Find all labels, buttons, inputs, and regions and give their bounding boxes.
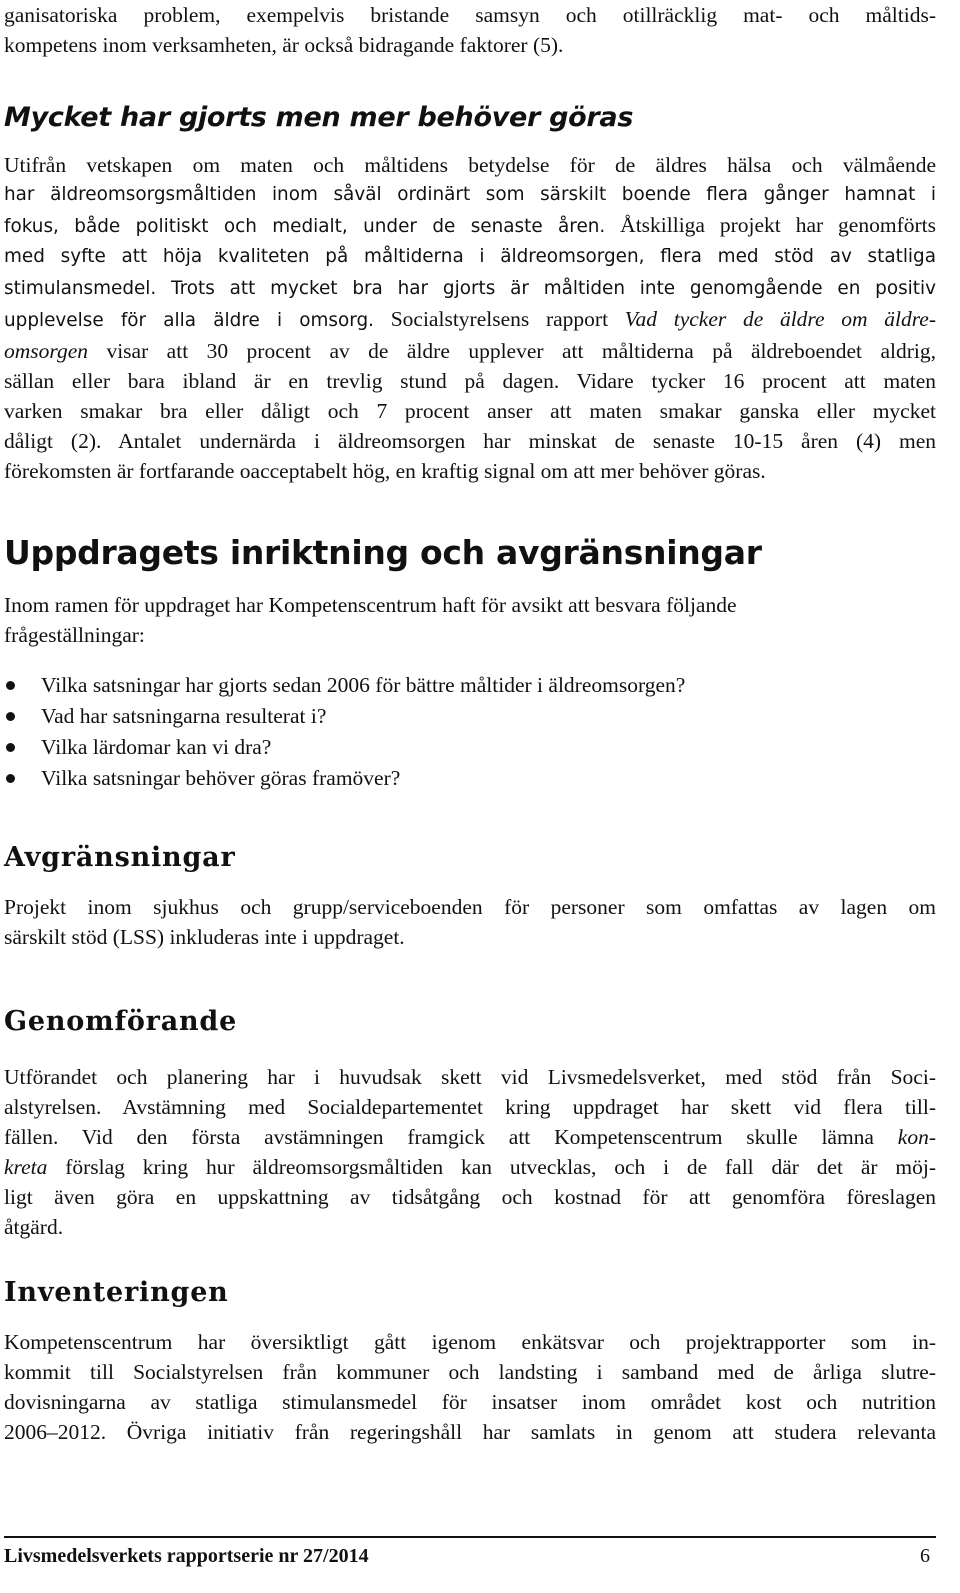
text-segment: upplevelse för alla äldre i omsorg. [4,310,374,331]
text-line: särskilt stöd (LSS) inkluderas inte i uppdraget. [4,925,405,949]
text-line: alstyrelsen. Avstämning med Socialdepartementet kring uppdraget har skett vid flera till- [4,1095,936,1119]
report-title-italic: Vad tycker de äldre om äldre- [624,307,936,331]
report-title-italic: omsorgen [4,339,89,363]
text-line: kompetens inom verksamheten, är också bidragande faktorer (5). [4,33,564,57]
question-list [4,670,685,794]
footer-series-title: Livsmedelsverkets rapportserie nr 27/2014 [4,1545,369,1567]
footer-divider [4,1536,936,1538]
text-segment: stimulansmedel. [4,278,157,299]
text-segment: förslag kring hur äldreomsorgsmåltiden kan utvecklas, och i de fall där det är möj- [47,1155,936,1179]
emphasis-italic: kon- [897,1125,936,1149]
text-line [4,304,936,336]
text-line: ligt även göra en uppskattning av tidsåtgång och kostnad för att genomföra föreslagen [4,1185,936,1209]
text-line [4,210,936,242]
text-line: Kompetenscentrum har översiktligt gått igenom enkätsvar och projektrapporter som in- [4,1330,936,1354]
list-item [4,763,685,794]
text-line: förekomsten är fortfarande oacceptabelt hög, en kraftig signal om att mer behöver göras. [4,459,766,483]
list-item-text: Vilka satsningar behöver göras framöver? [41,766,401,790]
page-number: 6 [920,1545,930,1567]
section3-paragraph [4,892,936,952]
section-heading-inventeringen: Inventeringen [4,1277,229,1308]
text-line: Utförandet och planering har i huvudsak skett vid Livsmedelsverket, med stöd från Soci- [4,1065,936,1089]
bullet-icon [6,743,15,752]
text-line: Utifrån vetskapen om maten och måltidens betydelse för de äldres hälsa och välmående [4,153,936,177]
section4-paragraph [4,1062,936,1242]
text-segment: visar att 30 procent av de äldre upplever att måltiderna på äldreboendet aldrig, [88,339,936,363]
bullet-icon [6,681,15,690]
text-line [4,1152,936,1182]
text-line: Inom ramen för uppdraget har Kompetenscentrum haft för avsikt att besvara följande [4,593,737,617]
list-item [4,701,685,732]
text-segment: fokus, både politiskt och medialt, under de senaste åren. [4,216,606,237]
section2-paragraph [4,590,936,650]
list-item [4,670,685,701]
text-segment: Åtskilliga projekt har genomförts [605,213,936,237]
text-line: har äldreomsorgsmåltiden inom såväl ordinärt som särskilt boende flera gånger hamnat i [4,184,936,205]
text-segment: Trots att mycket bra har gjorts är måltiden inte genomgående en positiv [156,278,936,299]
text-line: dovisningarna av statliga stimulansmedel för insatser inom området kost och nutrition [4,1390,936,1414]
list-item-text: Vilka satsningar har gjorts sedan 2006 för bättre måltider i äldreomsorgen? [41,673,686,697]
list-item-text: Vilka lärdomar kan vi dra? [41,735,272,759]
intro-paragraph [4,0,936,60]
section-heading-avgransningar: Avgränsningar [4,842,236,873]
text-line: frågeställningar: [4,623,145,647]
bullet-icon [6,774,15,783]
text-line [4,336,936,366]
list-item-text: Vad har satsningarna resulterat i? [41,704,327,728]
list-item [4,732,685,763]
section-heading-genomforande: Genomförande [4,1006,238,1037]
section5-paragraph [4,1327,936,1447]
text-segment: fällen. Vid den första avstämningen framgick att Kompetenscentrum skulle lämna [4,1125,898,1149]
text-line: med syfte att höja kvaliteten på måltiderna i äldreomsorgen, flera med stöd av statliga [4,246,936,267]
text-line: dåligt (2). Antalet undernärda i äldreomsorgen har minskat de senaste 10-15 åren (4) men [4,429,936,453]
emphasis-italic: kreta [4,1155,48,1179]
bullet-icon [6,712,15,721]
text-line: ganisatoriska problem, exempelvis bristande samsyn och otillräcklig mat- och måltids- [4,3,936,27]
text-line: sällan eller bara ibland är en trevlig stund på dagen. Vidare tycker 16 procent att maten [4,369,936,393]
text-line: varken smakar bra eller dåligt och 7 procent anser att maten smakar ganska eller mycket [4,399,936,423]
text-line: kommit till Socialstyrelsen från kommuner och landsting i samband med de årliga slutre- [4,1360,936,1384]
text-line [4,1122,936,1152]
text-line: åtgärd. [4,1215,64,1239]
section-heading-mycket-har-gjorts: Mycket har gjorts men mer behöver göras [4,102,634,133]
text-line: 2006–2012. Övriga initiativ från regeringshåll har samlats in genom att studera relevanta [4,1420,936,1444]
text-line: Projekt inom sjukhus och grupp/serviceboenden för personer som omfattas av lagen om [4,895,936,919]
text-segment: Socialstyrelsens rapport [374,307,625,331]
section-heading-uppdragets-inriktning: Uppdragets inriktning och avgränsningar [4,533,762,572]
text-line [4,272,936,304]
section1-paragraph [4,150,936,486]
